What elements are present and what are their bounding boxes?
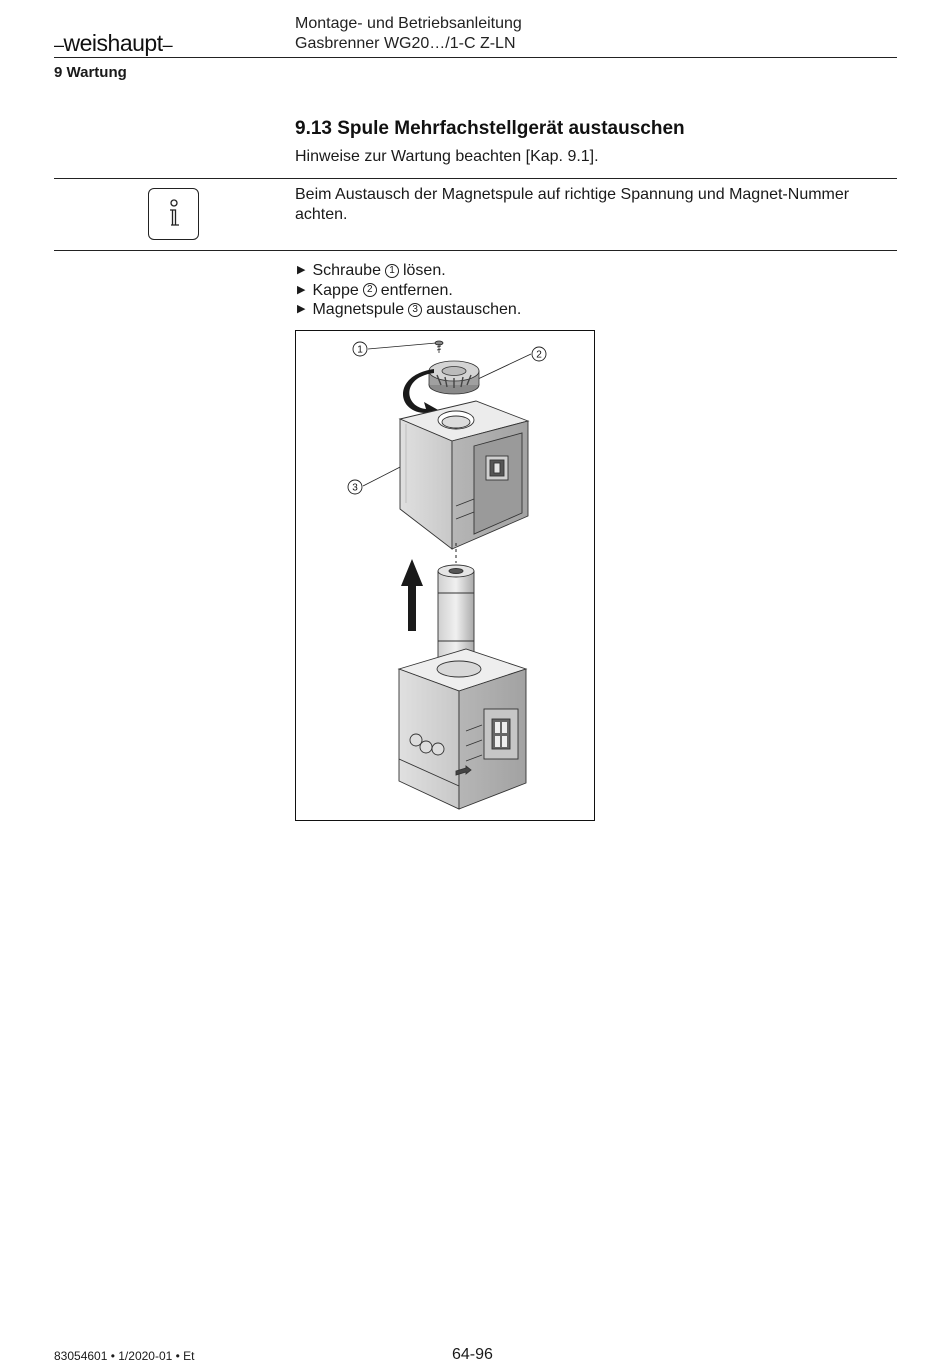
info-text: Beim Austausch der Magnetspule auf richtige Spannung und Magnet-Nummer achten. xyxy=(295,186,850,223)
document-code: 83054601 • 1/2020-01 • Et xyxy=(54,1349,195,1363)
document-title xyxy=(295,14,522,54)
step-item xyxy=(297,281,521,301)
document-title-line2: Gasbrenner WG20…/1-C Z-LN xyxy=(295,35,516,52)
bullet-arrow-icon: ▶ xyxy=(297,264,306,276)
arrow-up-icon xyxy=(401,559,423,631)
callout-label: 3 xyxy=(352,482,358,494)
step-item xyxy=(297,300,521,320)
figure-illustration xyxy=(296,331,594,820)
callout-label: 2 xyxy=(536,349,542,361)
step-text: Magnetspule xyxy=(312,301,405,318)
info-top-rule xyxy=(54,178,897,179)
step-text: Schraube xyxy=(312,262,381,279)
document-title-line1: Montage- und Betriebsanleitung xyxy=(295,15,522,32)
header-rule xyxy=(54,57,897,58)
page-number: 64-96 xyxy=(452,1346,493,1363)
screw xyxy=(435,341,443,353)
section-hint: Hinweise zur Wartung beachten [Kap. 9.1]. xyxy=(295,148,599,165)
callout-label: 1 xyxy=(357,344,363,356)
valve-body xyxy=(399,649,526,809)
section-title: 9.13 Spule Mehrfachstellgerät austauschen xyxy=(295,118,685,139)
bullet-arrow-icon: ▶ xyxy=(297,283,306,296)
step-text: Kappe xyxy=(312,281,359,299)
info-icon xyxy=(148,188,199,240)
callout-number: 2 xyxy=(363,283,377,297)
chapter-label: 9 Wartung xyxy=(54,64,127,81)
logo-text: weishaupt xyxy=(63,30,163,56)
step-list xyxy=(297,261,521,320)
weishaupt-logo: –weishaupt– xyxy=(54,30,173,56)
step-text: lösen. xyxy=(402,262,446,279)
info-bottom-rule xyxy=(54,250,897,251)
step-text: austauschen. xyxy=(426,301,522,318)
magnetic-coil xyxy=(400,401,528,549)
step-item xyxy=(297,261,521,281)
callout-number: 3 xyxy=(408,303,422,317)
coil-replacement-figure xyxy=(295,330,595,821)
step-text: entfernen. xyxy=(380,281,453,299)
bullet-arrow-icon: ▶ xyxy=(297,303,306,315)
cap xyxy=(429,361,479,394)
callout-number: 1 xyxy=(385,264,399,278)
